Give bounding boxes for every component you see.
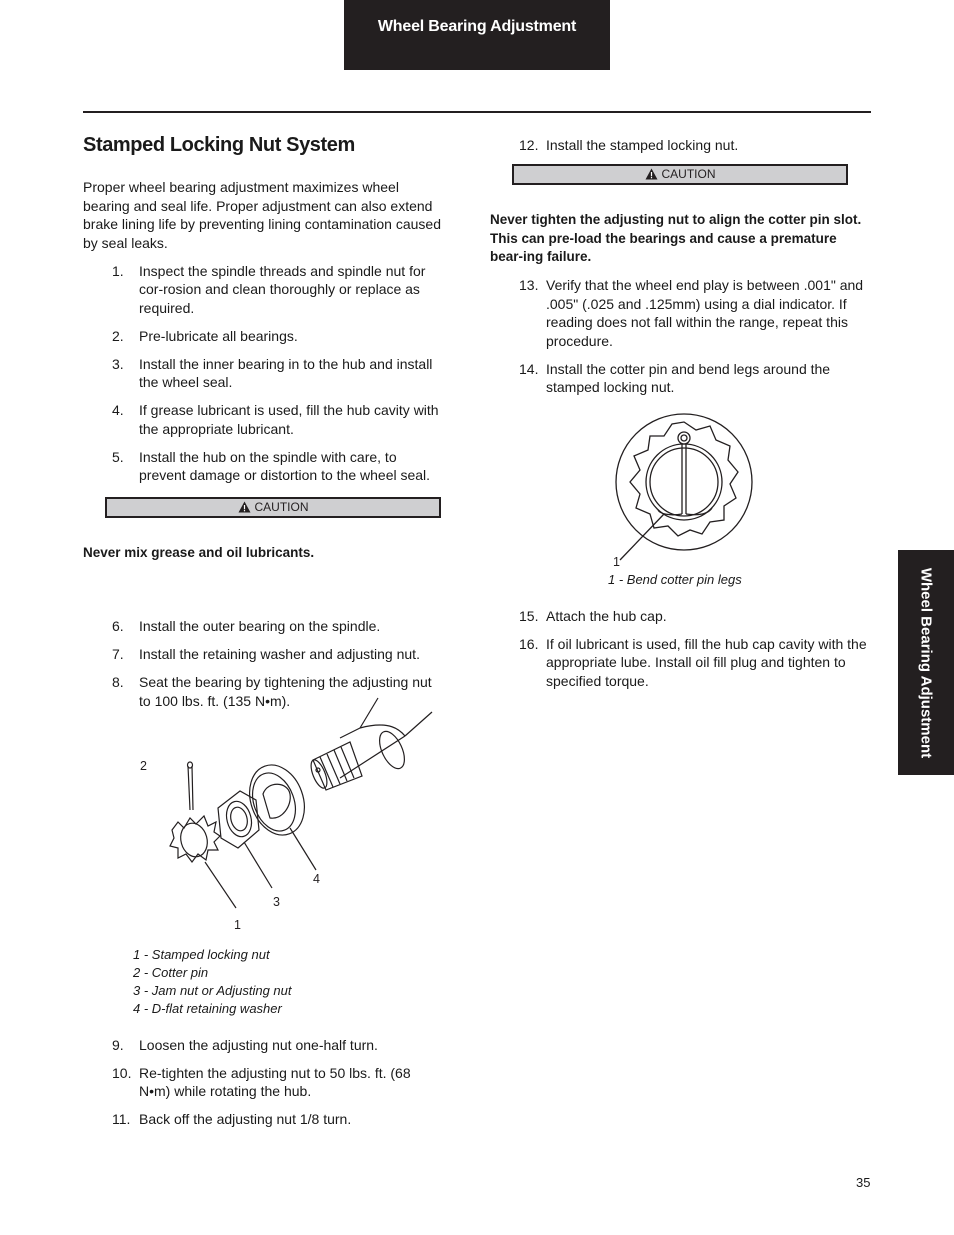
steps-15-16 <box>490 597 870 690</box>
side-tab-label: Wheel Bearing Adjustment <box>917 567 935 758</box>
caution-label: CAUTION <box>661 167 716 181</box>
legend-item: 2 - Cotter pin <box>133 965 209 980</box>
list-item: 15. Attach the hub cap. <box>519 607 667 624</box>
warning-triangle-icon <box>238 501 251 513</box>
caution-note: Never tighten the adjusting nut to align the cotter pin slot. This can pre-load the bearings and cause a premature bear-ing failure. <box>490 212 862 264</box>
header-tab <box>344 0 610 70</box>
figure-1-label-1: 1 <box>234 918 241 932</box>
section-title: Stamped Locking Nut System <box>83 134 355 156</box>
caution-banner <box>105 497 441 518</box>
steps-9-11 <box>83 1026 441 1129</box>
step-12 <box>490 136 870 155</box>
steps-13-14 <box>490 276 870 397</box>
figure-2-caption: 1 - Bend cotter pin legs <box>608 572 742 587</box>
list-item: 8. Seat the bearing by tightening the adjusting nut to 100 lbs. ft. (135 N•m). <box>112 674 432 709</box>
figure-1-label-3: 3 <box>273 895 280 909</box>
list-item: 13. Verify that the wheel end play is between .001" and .005" (.025 and .125mm) using a dial indicator. If reading does not fall within the range, repeat this procedure. <box>519 277 864 349</box>
list-item: 9. Loosen the adjusting nut one-half turn. <box>112 1036 378 1053</box>
spindle-assembly-figure <box>140 690 440 940</box>
steps-1-5 <box>83 262 441 485</box>
list-item: 4. If grease lubricant is used, fill the hub cavity with the appropriate lubricant. <box>112 402 439 437</box>
figure-1-legend <box>133 946 433 1018</box>
figure-1-label-4: 4 <box>313 872 320 886</box>
list-item: 2. Pre-lubricate all bearings. <box>112 327 298 344</box>
legend-item: 1 - Stamped locking nut <box>133 947 270 962</box>
list-item: 6. Install the outer bearing on the spindle. <box>112 618 381 634</box>
list-item: 3. Install the inner bearing in to the hub and install the wheel seal. <box>112 355 433 390</box>
page-number: 35 <box>856 1175 871 1190</box>
caution-note: Never mix grease and oil lubricants. <box>83 544 315 560</box>
legend-item: 3 - Jam nut or Adjusting nut <box>133 983 292 998</box>
bent-cotter-pin-figure <box>600 410 750 570</box>
list-item: 5. Install the hub on the spindle with care, to prevent damage or distortion to the wheel seal. <box>112 448 431 483</box>
right-column <box>490 132 870 397</box>
list-item: 1. Inspect the spindle threads and spindle nut for cor-rosion and clean thoroughly or replace as required. <box>112 262 426 316</box>
intro-paragraph: Proper wheel bearing adjustment maximizes wheel bearing and seal life. Proper adjustment can also extend brake lining life by preventing lining contamination caused by seal leaks. <box>83 179 441 251</box>
header-tab-title: Wheel Bearing Adjustment <box>377 18 577 35</box>
list-item: 7. Install the retaining washer and adjusting nut. <box>112 646 420 662</box>
legend-item: 4 - D-flat retaining washer <box>133 1001 282 1016</box>
caution-label: CAUTION <box>254 499 309 514</box>
list-item: 16. If oil lubricant is used, fill the hub cap cavity with the appropriate lube. Install oil fill plug and tighten to specified torque. <box>519 635 867 689</box>
figure-1-label-2: 2 <box>140 759 147 773</box>
list-item: 11. Back off the adjusting nut 1/8 turn. <box>112 1111 352 1127</box>
list-item: 14. Install the cotter pin and bend legs around the stamped locking nut. <box>519 360 831 395</box>
header-rule <box>83 111 871 113</box>
figure-2-label-1: 1 <box>613 555 620 569</box>
side-tab <box>898 550 954 775</box>
caution-banner <box>512 164 848 185</box>
left-column <box>83 132 441 710</box>
list-item: 10. Re-tighten the adjusting nut to 50 lbs. ft. (68 N•m) while rotating the hub. <box>112 1064 411 1099</box>
warning-triangle-icon <box>645 168 658 180</box>
list-item: 12. Install the stamped locking nut. <box>519 136 739 153</box>
